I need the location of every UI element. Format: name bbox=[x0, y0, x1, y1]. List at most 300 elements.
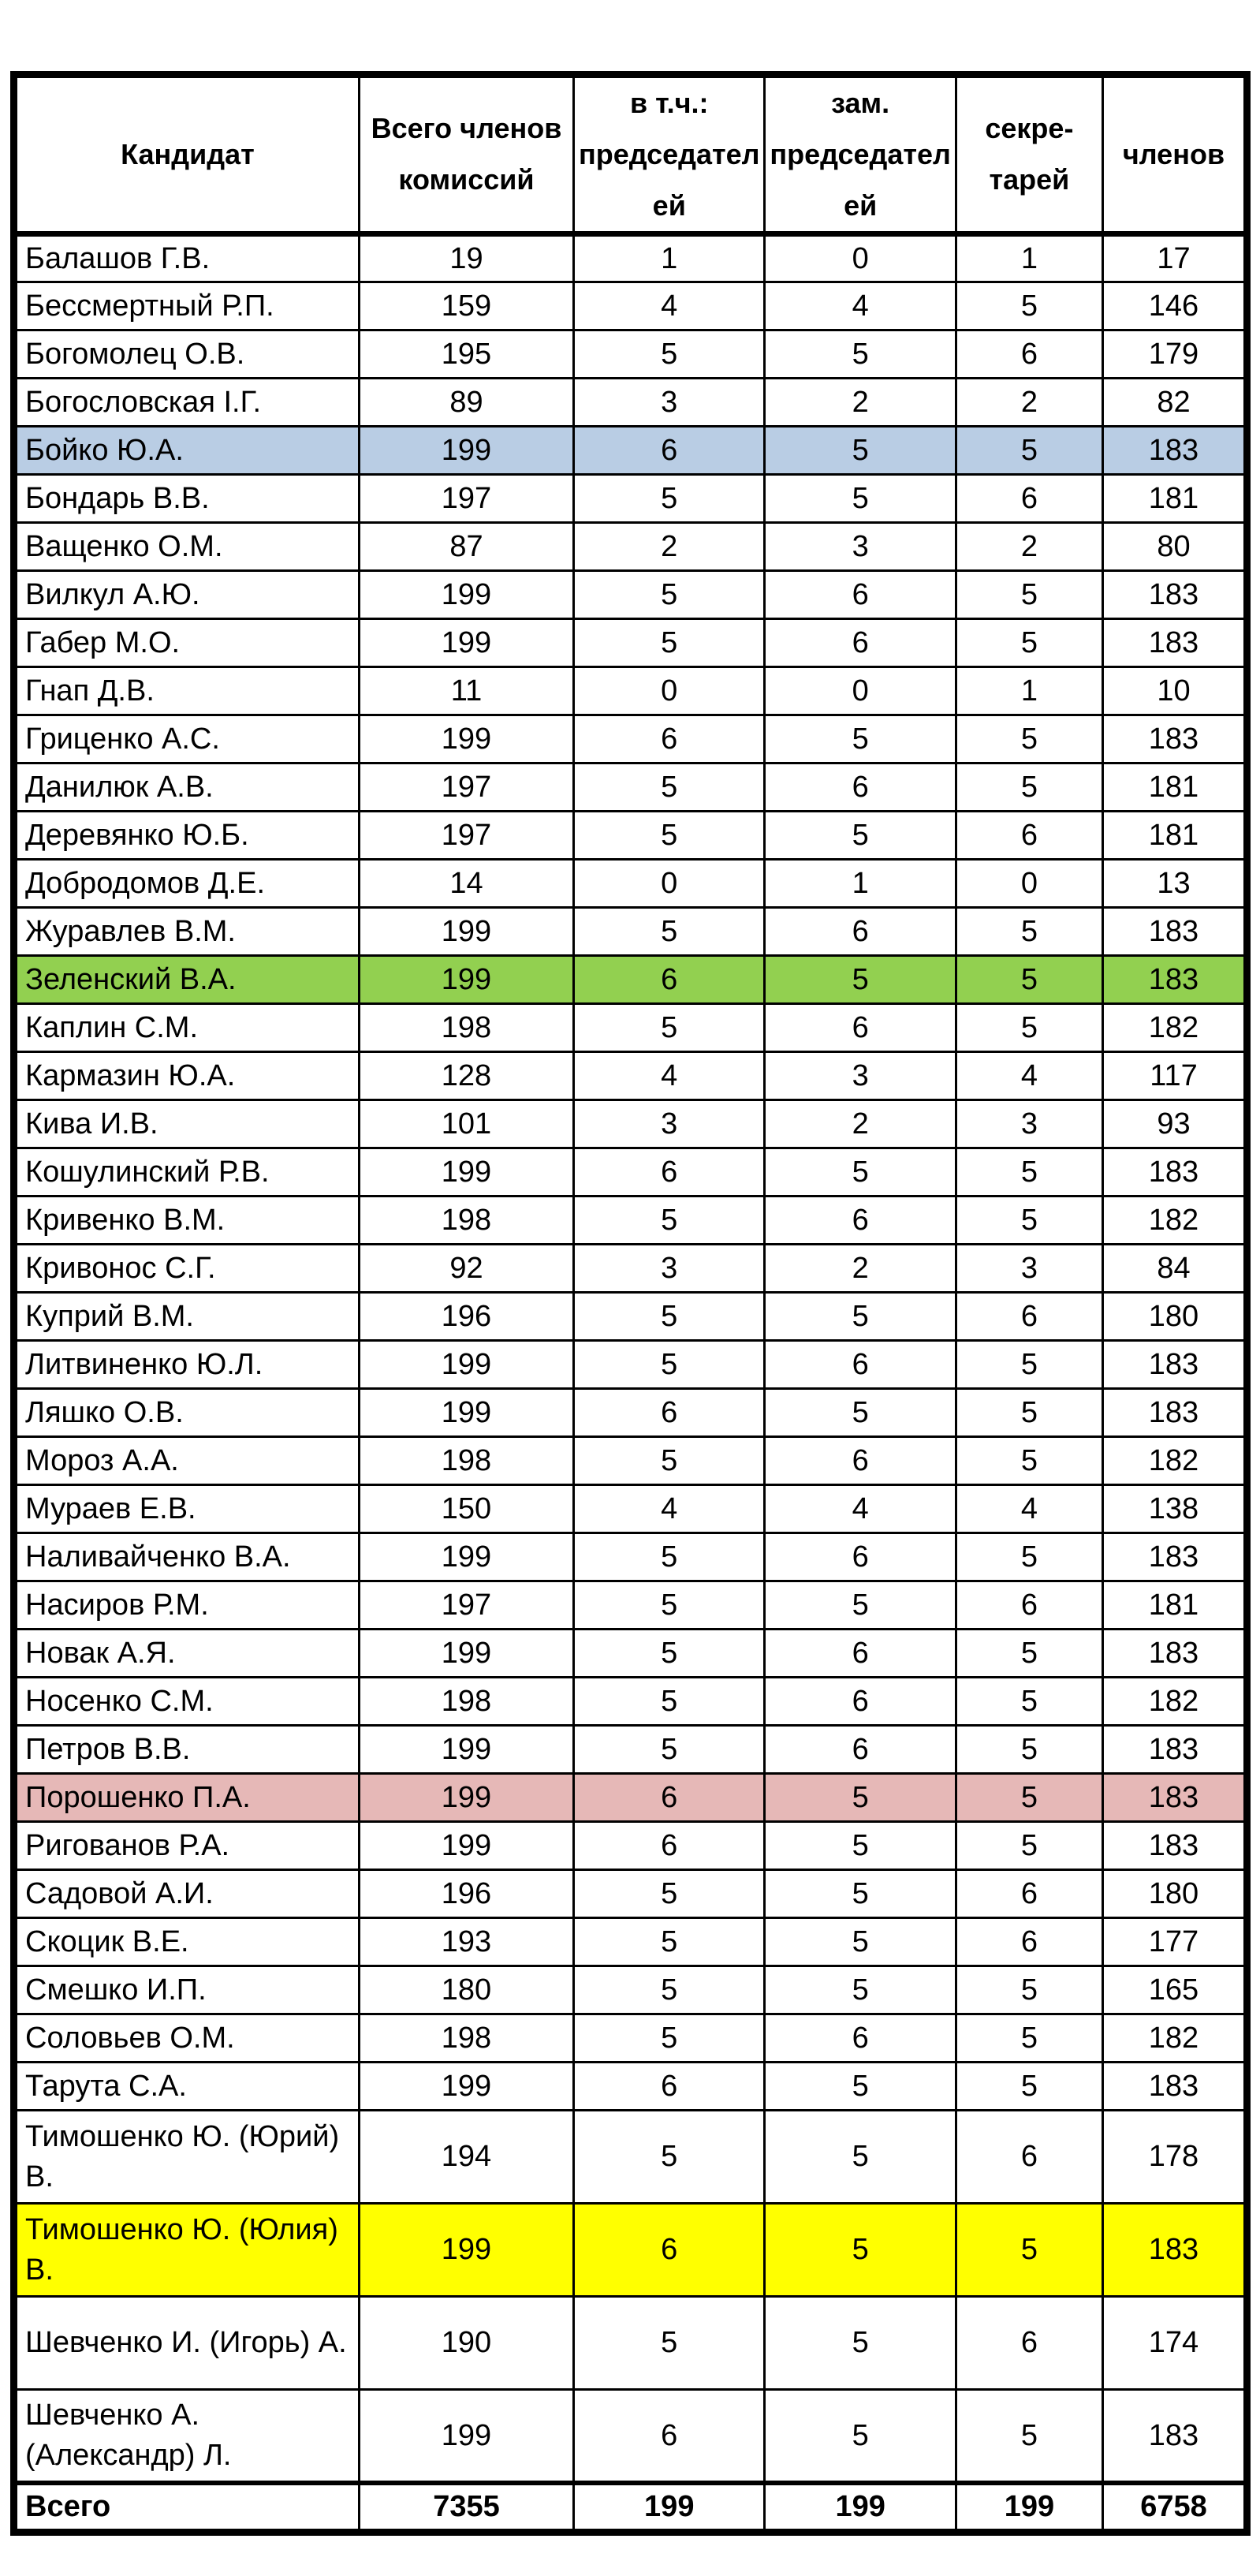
table-row bbox=[14, 2390, 1247, 2483]
value-cell: 183 bbox=[1102, 2390, 1247, 2483]
value-cell: 159 bbox=[359, 282, 573, 330]
candidate-name-cell: Носенко С.М. bbox=[14, 1678, 360, 1726]
value-cell: 199 bbox=[359, 956, 573, 1004]
value-cell: 6 bbox=[765, 1004, 956, 1052]
value-cell: 6 bbox=[765, 1197, 956, 1245]
value-cell: 6 bbox=[956, 2111, 1102, 2204]
value-cell: 182 bbox=[1102, 1197, 1247, 1245]
candidate-name-cell: Тимошенко Ю. (Юлия) В. bbox=[14, 2204, 360, 2297]
candidate-name-cell: Смешко И.П. bbox=[14, 1966, 360, 2014]
value-cell: 6 bbox=[765, 2014, 956, 2063]
value-cell: 19 bbox=[359, 234, 573, 282]
value-cell: 4 bbox=[956, 1052, 1102, 1100]
value-cell: 183 bbox=[1102, 427, 1247, 475]
table-row bbox=[14, 1630, 1247, 1678]
value-cell: 5 bbox=[956, 1822, 1102, 1870]
value-cell: 5 bbox=[574, 1870, 765, 1918]
candidate-name-cell: Габер М.О. bbox=[14, 619, 360, 667]
value-cell: 117 bbox=[1102, 1052, 1247, 1100]
value-cell: 5 bbox=[574, 1918, 765, 1966]
candidate-name-cell: Вилкул А.Ю. bbox=[14, 571, 360, 619]
value-cell: 178 bbox=[1102, 2111, 1247, 2204]
value-cell: 198 bbox=[359, 2014, 573, 2063]
value-cell: 5 bbox=[765, 715, 956, 763]
value-cell: 5 bbox=[765, 2111, 956, 2204]
value-cell: 5 bbox=[574, 812, 765, 860]
candidate-name-cell: Кармазин Ю.А. bbox=[14, 1052, 360, 1100]
value-cell: 5 bbox=[956, 1148, 1102, 1197]
candidate-name-cell: Кривонос С.Г. bbox=[14, 1245, 360, 1293]
value-cell: 5 bbox=[956, 1341, 1102, 1389]
value-cell: 5 bbox=[956, 1004, 1102, 1052]
value-cell: 181 bbox=[1102, 475, 1247, 523]
table-row bbox=[14, 1148, 1247, 1197]
value-cell: 183 bbox=[1102, 956, 1247, 1004]
value-cell: 5 bbox=[574, 2297, 765, 2390]
value-cell: 182 bbox=[1102, 2014, 1247, 2063]
value-cell: 183 bbox=[1102, 1774, 1247, 1822]
value-cell: 5 bbox=[765, 1918, 956, 1966]
value-cell: 82 bbox=[1102, 379, 1247, 427]
value-cell: 5 bbox=[956, 2390, 1102, 2483]
candidate-name-cell: Шевченко А. (Александр) Л. bbox=[14, 2390, 360, 2483]
value-cell: 199 bbox=[359, 619, 573, 667]
table-row bbox=[14, 1341, 1247, 1389]
value-cell: 13 bbox=[1102, 860, 1247, 908]
value-cell: 199 bbox=[359, 571, 573, 619]
value-cell: 199 bbox=[359, 715, 573, 763]
table-row bbox=[14, 1678, 1247, 1726]
column-header-members: членов bbox=[1102, 75, 1247, 234]
value-cell: 6 bbox=[574, 2204, 765, 2297]
value-cell: 6 bbox=[765, 571, 956, 619]
value-cell: 4 bbox=[574, 1052, 765, 1100]
value-cell: 5 bbox=[765, 1148, 956, 1197]
value-cell: 2 bbox=[765, 1245, 956, 1293]
value-cell: 101 bbox=[359, 1100, 573, 1148]
value-cell: 6 bbox=[574, 1389, 765, 1437]
candidate-name-cell: Кива И.В. bbox=[14, 1100, 360, 1148]
value-cell: 92 bbox=[359, 1245, 573, 1293]
value-cell: 183 bbox=[1102, 1630, 1247, 1678]
value-cell: 2 bbox=[574, 523, 765, 571]
value-cell: 183 bbox=[1102, 1822, 1247, 1870]
value-cell: 183 bbox=[1102, 571, 1247, 619]
value-cell: 5 bbox=[765, 956, 956, 1004]
candidate-name-cell: Бойко Ю.А. bbox=[14, 427, 360, 475]
value-cell: 177 bbox=[1102, 1918, 1247, 1966]
value-cell: 6 bbox=[765, 763, 956, 812]
value-cell: 6 bbox=[574, 427, 765, 475]
table-row bbox=[14, 1774, 1247, 1822]
candidate-name-cell: Кошулинский Р.В. bbox=[14, 1148, 360, 1197]
value-cell: 6 bbox=[765, 1533, 956, 1581]
total-label-cell: Всего bbox=[14, 2483, 360, 2533]
value-cell: 199 bbox=[359, 1533, 573, 1581]
table-row bbox=[14, 619, 1247, 667]
value-cell: 198 bbox=[359, 1197, 573, 1245]
table-row bbox=[14, 571, 1247, 619]
candidate-name-cell: Петров В.В. bbox=[14, 1726, 360, 1774]
value-cell: 5 bbox=[956, 715, 1102, 763]
value-cell: 5 bbox=[765, 2390, 956, 2483]
table-body bbox=[14, 234, 1247, 2533]
value-cell: 5 bbox=[574, 1004, 765, 1052]
table-row bbox=[14, 763, 1247, 812]
value-cell: 1 bbox=[765, 860, 956, 908]
table-row bbox=[14, 379, 1247, 427]
value-cell: 5 bbox=[574, 1581, 765, 1630]
value-cell: 6 bbox=[956, 1870, 1102, 1918]
table-row bbox=[14, 1581, 1247, 1630]
value-cell: 0 bbox=[956, 860, 1102, 908]
value-cell: 5 bbox=[574, 619, 765, 667]
value-cell: 6 bbox=[765, 1437, 956, 1485]
value-cell: 5 bbox=[765, 475, 956, 523]
value-cell: 6 bbox=[765, 1726, 956, 1774]
value-cell: 182 bbox=[1102, 1004, 1247, 1052]
column-header-chairmen: в т.ч.: председателей bbox=[574, 75, 765, 234]
value-cell: 174 bbox=[1102, 2297, 1247, 2390]
value-cell: 0 bbox=[765, 667, 956, 715]
table-row bbox=[14, 1100, 1247, 1148]
candidate-name-cell: Балашов Г.В. bbox=[14, 234, 360, 282]
value-cell: 181 bbox=[1102, 1581, 1247, 1630]
value-cell: 2 bbox=[956, 523, 1102, 571]
value-cell: 5 bbox=[956, 1678, 1102, 1726]
value-cell: 183 bbox=[1102, 1341, 1247, 1389]
value-cell: 93 bbox=[1102, 1100, 1247, 1148]
value-cell: 5 bbox=[956, 427, 1102, 475]
candidate-name-cell: Ващенко О.М. bbox=[14, 523, 360, 571]
value-cell: 5 bbox=[956, 1630, 1102, 1678]
value-cell: 199 bbox=[359, 1341, 573, 1389]
value-cell: 138 bbox=[1102, 1485, 1247, 1533]
value-cell: 5 bbox=[956, 2014, 1102, 2063]
candidate-name-cell: Соловьев О.М. bbox=[14, 2014, 360, 2063]
value-cell: 6 bbox=[956, 1581, 1102, 1630]
value-cell: 5 bbox=[956, 1197, 1102, 1245]
value-cell: 3 bbox=[574, 1245, 765, 1293]
value-cell: 3 bbox=[956, 1100, 1102, 1148]
candidates-commissions-table bbox=[10, 71, 1251, 2536]
value-cell: 197 bbox=[359, 812, 573, 860]
value-cell: 5 bbox=[956, 1774, 1102, 1822]
value-cell: 5 bbox=[956, 956, 1102, 1004]
value-cell: 199 bbox=[765, 2483, 956, 2533]
table-row bbox=[14, 1004, 1247, 1052]
value-cell: 5 bbox=[765, 1870, 956, 1918]
value-cell: 6 bbox=[574, 2390, 765, 2483]
value-cell: 180 bbox=[359, 1966, 573, 2014]
table-row bbox=[14, 475, 1247, 523]
table-row bbox=[14, 1533, 1247, 1581]
value-cell: 3 bbox=[765, 523, 956, 571]
value-cell: 5 bbox=[574, 1630, 765, 1678]
candidate-name-cell: Богомолец О.В. bbox=[14, 330, 360, 379]
value-cell: 89 bbox=[359, 379, 573, 427]
value-cell: 4 bbox=[574, 282, 765, 330]
table-row bbox=[14, 1485, 1247, 1533]
value-cell: 87 bbox=[359, 523, 573, 571]
candidate-name-cell: Мураев Е.В. bbox=[14, 1485, 360, 1533]
value-cell: 199 bbox=[359, 908, 573, 956]
value-cell: 4 bbox=[956, 1485, 1102, 1533]
value-cell: 5 bbox=[765, 1293, 956, 1341]
value-cell: 4 bbox=[765, 1485, 956, 1533]
value-cell: 183 bbox=[1102, 619, 1247, 667]
value-cell: 5 bbox=[765, 1581, 956, 1630]
value-cell: 6 bbox=[574, 956, 765, 1004]
value-cell: 5 bbox=[574, 1437, 765, 1485]
table-row bbox=[14, 715, 1247, 763]
value-cell: 180 bbox=[1102, 1293, 1247, 1341]
value-cell: 182 bbox=[1102, 1437, 1247, 1485]
value-cell: 2 bbox=[765, 379, 956, 427]
value-cell: 6 bbox=[574, 1774, 765, 1822]
value-cell: 6 bbox=[956, 475, 1102, 523]
value-cell: 183 bbox=[1102, 1533, 1247, 1581]
candidate-name-cell: Тимошенко Ю. (Юрий) В. bbox=[14, 2111, 360, 2204]
value-cell: 198 bbox=[359, 1437, 573, 1485]
value-cell: 5 bbox=[765, 1774, 956, 1822]
value-cell: 199 bbox=[359, 1630, 573, 1678]
candidate-name-cell: Скоцик В.Е. bbox=[14, 1918, 360, 1966]
value-cell: 5 bbox=[574, 1197, 765, 1245]
value-cell: 6 bbox=[956, 1293, 1102, 1341]
value-cell: 193 bbox=[359, 1918, 573, 1966]
table-row bbox=[14, 1389, 1247, 1437]
value-cell: 6 bbox=[956, 2297, 1102, 2390]
table-header bbox=[14, 75, 1247, 234]
candidate-name-cell: Кривенко В.М. bbox=[14, 1197, 360, 1245]
value-cell: 6 bbox=[956, 1918, 1102, 1966]
value-cell: 150 bbox=[359, 1485, 573, 1533]
table-row bbox=[14, 908, 1247, 956]
table-row bbox=[14, 1052, 1247, 1100]
value-cell: 6 bbox=[956, 330, 1102, 379]
value-cell: 199 bbox=[359, 2063, 573, 2111]
value-cell: 5 bbox=[574, 330, 765, 379]
candidate-name-cell: Порошенко П.А. bbox=[14, 1774, 360, 1822]
candidate-name-cell: Новак А.Я. bbox=[14, 1630, 360, 1678]
value-cell: 165 bbox=[1102, 1966, 1247, 2014]
value-cell: 181 bbox=[1102, 763, 1247, 812]
table-row bbox=[14, 1966, 1247, 2014]
value-cell: 14 bbox=[359, 860, 573, 908]
value-cell: 5 bbox=[574, 2014, 765, 2063]
candidate-name-cell: Богословская І.Г. bbox=[14, 379, 360, 427]
value-cell: 0 bbox=[574, 667, 765, 715]
total-row bbox=[14, 2483, 1247, 2533]
value-cell: 199 bbox=[359, 1148, 573, 1197]
value-cell: 199 bbox=[359, 427, 573, 475]
value-cell: 199 bbox=[359, 2390, 573, 2483]
value-cell: 5 bbox=[765, 2063, 956, 2111]
candidate-name-cell: Бессмертный Р.П. bbox=[14, 282, 360, 330]
value-cell: 199 bbox=[359, 2204, 573, 2297]
value-cell: 199 bbox=[359, 1726, 573, 1774]
value-cell: 196 bbox=[359, 1870, 573, 1918]
value-cell: 3 bbox=[574, 379, 765, 427]
candidate-name-cell: Деревянко Ю.Б. bbox=[14, 812, 360, 860]
value-cell: 0 bbox=[574, 860, 765, 908]
value-cell: 0 bbox=[765, 234, 956, 282]
candidate-name-cell: Гнап Д.В. bbox=[14, 667, 360, 715]
candidate-name-cell: Куприй В.М. bbox=[14, 1293, 360, 1341]
value-cell: 197 bbox=[359, 763, 573, 812]
value-cell: 5 bbox=[956, 282, 1102, 330]
table-row bbox=[14, 2204, 1247, 2297]
value-cell: 199 bbox=[359, 1389, 573, 1437]
value-cell: 5 bbox=[574, 1678, 765, 1726]
value-cell: 197 bbox=[359, 1581, 573, 1630]
value-cell: 180 bbox=[1102, 1870, 1247, 1918]
value-cell: 6 bbox=[574, 1822, 765, 1870]
column-header-deputy-chairmen: зам. председателей bbox=[765, 75, 956, 234]
value-cell: 5 bbox=[574, 908, 765, 956]
value-cell: 6 bbox=[574, 2063, 765, 2111]
column-header-secretaries: секре-тарей bbox=[956, 75, 1102, 234]
value-cell: 183 bbox=[1102, 1148, 1247, 1197]
value-cell: 5 bbox=[574, 571, 765, 619]
table-row bbox=[14, 956, 1247, 1004]
header-row bbox=[14, 75, 1247, 234]
table-row bbox=[14, 330, 1247, 379]
value-cell: 5 bbox=[956, 1389, 1102, 1437]
table-row bbox=[14, 1437, 1247, 1485]
candidate-name-cell: Садовой А.И. bbox=[14, 1870, 360, 1918]
value-cell: 5 bbox=[765, 2204, 956, 2297]
value-cell: 182 bbox=[1102, 1678, 1247, 1726]
table-row bbox=[14, 667, 1247, 715]
value-cell: 183 bbox=[1102, 2063, 1247, 2111]
candidate-name-cell: Литвиненко Ю.Л. bbox=[14, 1341, 360, 1389]
value-cell: 5 bbox=[956, 619, 1102, 667]
value-cell: 6 bbox=[574, 1148, 765, 1197]
value-cell: 6 bbox=[574, 715, 765, 763]
candidate-name-cell: Каплин С.М. bbox=[14, 1004, 360, 1052]
value-cell: 3 bbox=[956, 1245, 1102, 1293]
candidate-name-cell: Журавлев В.М. bbox=[14, 908, 360, 956]
value-cell: 11 bbox=[359, 667, 573, 715]
table-row bbox=[14, 1197, 1247, 1245]
value-cell: 5 bbox=[765, 812, 956, 860]
table-row bbox=[14, 234, 1247, 282]
value-cell: 181 bbox=[1102, 812, 1247, 860]
value-cell: 80 bbox=[1102, 523, 1247, 571]
candidate-name-cell: Насиров Р.М. bbox=[14, 1581, 360, 1630]
candidate-name-cell: Шевченко И. (Игорь) А. bbox=[14, 2297, 360, 2390]
value-cell: 5 bbox=[765, 1389, 956, 1437]
value-cell: 1 bbox=[956, 234, 1102, 282]
table-row bbox=[14, 2063, 1247, 2111]
value-cell: 198 bbox=[359, 1004, 573, 1052]
value-cell: 5 bbox=[956, 2204, 1102, 2297]
candidate-name-cell: Ригованов Р.А. bbox=[14, 1822, 360, 1870]
table-row bbox=[14, 1245, 1247, 1293]
candidate-name-cell: Ляшко О.В. bbox=[14, 1389, 360, 1437]
candidate-name-cell: Бондарь В.В. bbox=[14, 475, 360, 523]
table-row bbox=[14, 860, 1247, 908]
value-cell: 5 bbox=[574, 1341, 765, 1389]
column-header-candidate: Кандидат bbox=[14, 75, 360, 234]
value-cell: 5 bbox=[765, 2297, 956, 2390]
value-cell: 5 bbox=[956, 908, 1102, 956]
value-cell: 190 bbox=[359, 2297, 573, 2390]
value-cell: 5 bbox=[956, 2063, 1102, 2111]
value-cell: 2 bbox=[956, 379, 1102, 427]
value-cell: 4 bbox=[765, 282, 956, 330]
value-cell: 6 bbox=[956, 812, 1102, 860]
value-cell: 5 bbox=[765, 330, 956, 379]
table-row bbox=[14, 1726, 1247, 1774]
table-row bbox=[14, 812, 1247, 860]
table-row bbox=[14, 2014, 1247, 2063]
value-cell: 10 bbox=[1102, 667, 1247, 715]
candidate-name-cell: Гриценко А.С. bbox=[14, 715, 360, 763]
table-row bbox=[14, 1293, 1247, 1341]
table-row bbox=[14, 2111, 1247, 2204]
value-cell: 199 bbox=[359, 1774, 573, 1822]
value-cell: 3 bbox=[574, 1100, 765, 1148]
candidate-name-cell: Наливайченко В.А. bbox=[14, 1533, 360, 1581]
candidate-name-cell: Мороз А.А. bbox=[14, 1437, 360, 1485]
candidate-name-cell: Зеленский В.А. bbox=[14, 956, 360, 1004]
value-cell: 4 bbox=[574, 1485, 765, 1533]
value-cell: 6 bbox=[765, 908, 956, 956]
value-cell: 6 bbox=[765, 1630, 956, 1678]
value-cell: 199 bbox=[359, 1822, 573, 1870]
value-cell: 183 bbox=[1102, 2204, 1247, 2297]
value-cell: 5 bbox=[765, 427, 956, 475]
table-row bbox=[14, 427, 1247, 475]
value-cell: 183 bbox=[1102, 908, 1247, 956]
candidate-name-cell: Данилюк А.В. bbox=[14, 763, 360, 812]
column-header-total-members: Всего членов комиссий bbox=[359, 75, 573, 234]
value-cell: 6758 bbox=[1102, 2483, 1247, 2533]
value-cell: 5 bbox=[574, 2111, 765, 2204]
value-cell: 6 bbox=[765, 1341, 956, 1389]
table-row bbox=[14, 1822, 1247, 1870]
value-cell: 128 bbox=[359, 1052, 573, 1100]
value-cell: 199 bbox=[574, 2483, 765, 2533]
value-cell: 5 bbox=[574, 475, 765, 523]
value-cell: 5 bbox=[956, 1437, 1102, 1485]
value-cell: 5 bbox=[956, 763, 1102, 812]
value-cell: 146 bbox=[1102, 282, 1247, 330]
value-cell: 183 bbox=[1102, 1726, 1247, 1774]
value-cell: 7355 bbox=[359, 2483, 573, 2533]
value-cell: 17 bbox=[1102, 234, 1247, 282]
table-row bbox=[14, 282, 1247, 330]
value-cell: 197 bbox=[359, 475, 573, 523]
value-cell: 5 bbox=[574, 1293, 765, 1341]
value-cell: 5 bbox=[956, 571, 1102, 619]
value-cell: 5 bbox=[574, 1533, 765, 1581]
value-cell: 198 bbox=[359, 1678, 573, 1726]
value-cell: 5 bbox=[765, 1966, 956, 2014]
value-cell: 6 bbox=[765, 619, 956, 667]
value-cell: 179 bbox=[1102, 330, 1247, 379]
value-cell: 1 bbox=[574, 234, 765, 282]
value-cell: 5 bbox=[956, 1533, 1102, 1581]
value-cell: 199 bbox=[956, 2483, 1102, 2533]
value-cell: 194 bbox=[359, 2111, 573, 2204]
value-cell: 1 bbox=[956, 667, 1102, 715]
value-cell: 5 bbox=[956, 1726, 1102, 1774]
value-cell: 183 bbox=[1102, 715, 1247, 763]
